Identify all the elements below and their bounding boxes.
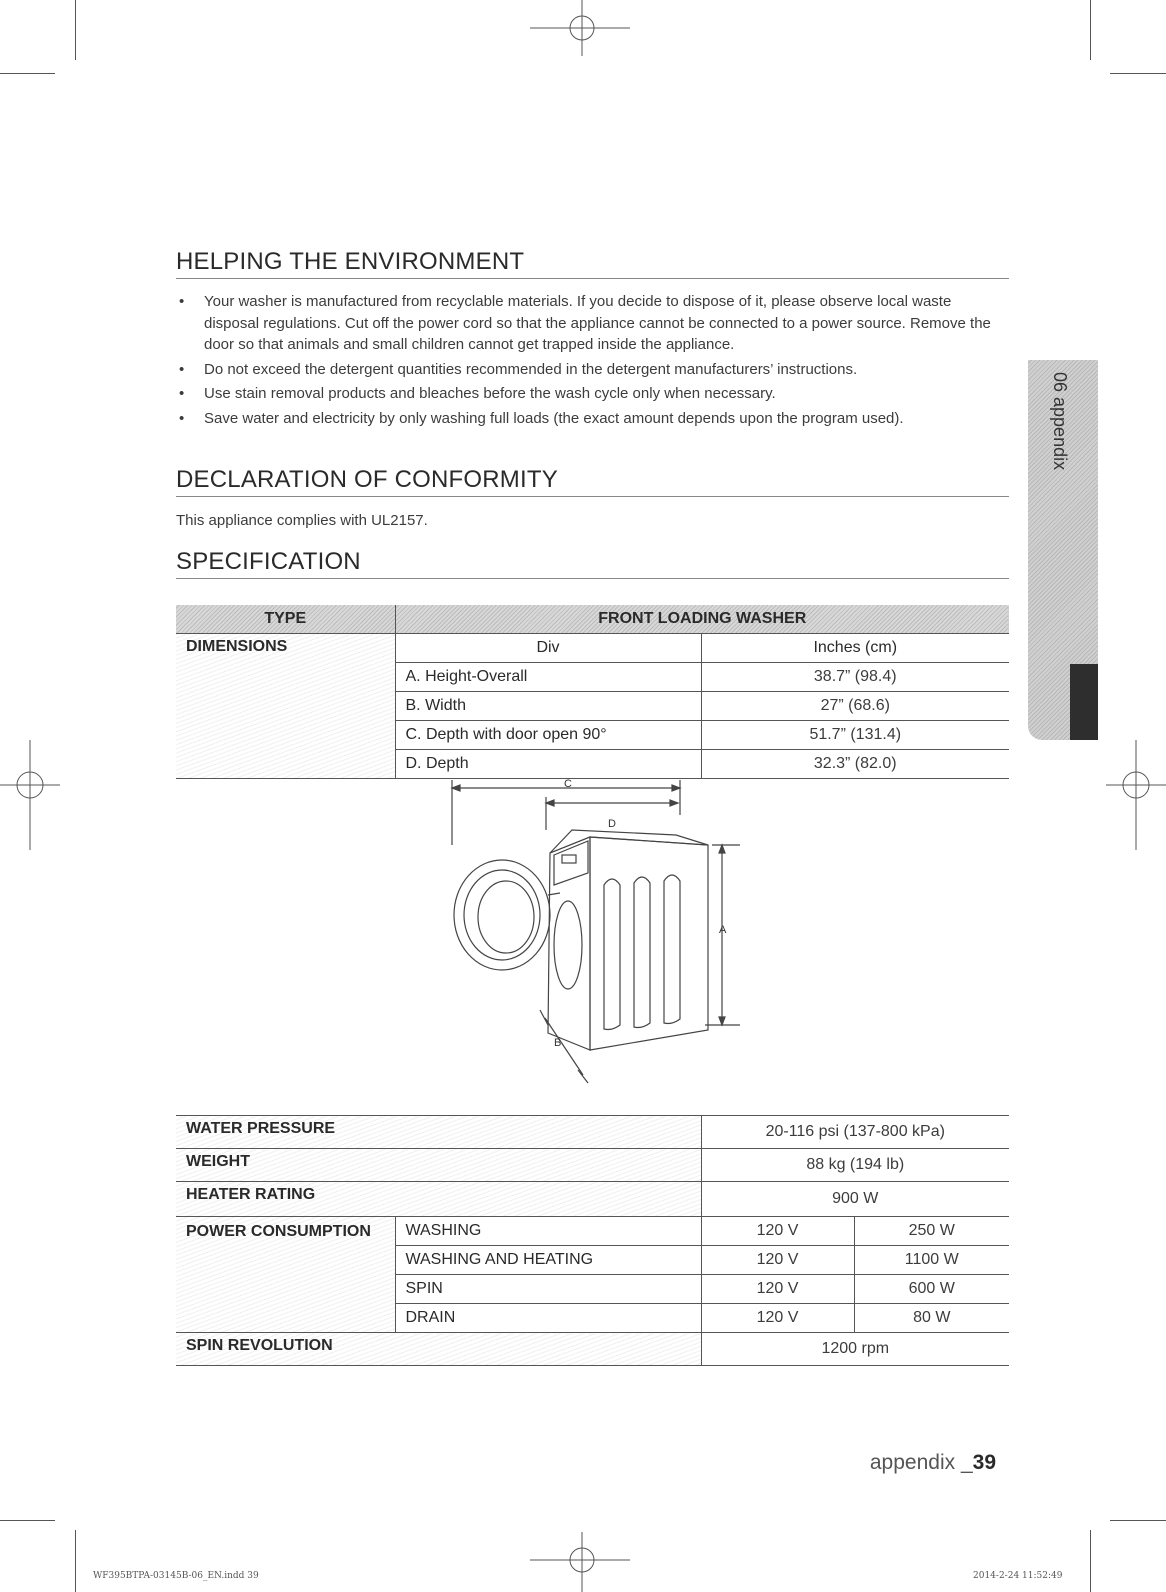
- weight-value: 88 kg (194 lb): [701, 1149, 1009, 1182]
- crop-mark: [75, 0, 76, 60]
- power-mode: SPIN: [395, 1275, 701, 1304]
- type-value: FRONT LOADING WASHER: [395, 605, 1009, 634]
- crop-mark: [0, 73, 55, 74]
- column-header-inches: Inches (cm): [701, 634, 1009, 663]
- spin-revolution-label: SPIN REVOLUTION: [176, 1333, 701, 1366]
- registration-mark-bottom: [520, 1532, 640, 1592]
- power-mode: DRAIN: [395, 1304, 701, 1333]
- environment-list: [176, 291, 996, 432]
- footer-section: appendix _: [869, 1451, 973, 1474]
- power-voltage: 120 V: [701, 1275, 854, 1304]
- list-item: • Save water and electricity by only washing full loads (the exact amount depends upon the program used).: [179, 409, 904, 427]
- power-mode: WASHING AND HEATING: [395, 1246, 701, 1275]
- dimension-name: A. Height-Overall: [395, 663, 701, 692]
- registration-mark-top: [520, 0, 640, 60]
- dimension-name: D. Depth: [395, 750, 701, 779]
- registration-mark-left: [0, 740, 60, 850]
- type-label: TYPE: [176, 605, 395, 634]
- crop-mark: [0, 1520, 55, 1521]
- section-title-specification: SPECIFICATION: [176, 548, 1009, 579]
- crop-mark: [75, 1530, 76, 1592]
- dimension-value: 38.7” (98.4): [701, 663, 1009, 692]
- table-row: [176, 605, 1009, 634]
- dimensions-table: [176, 605, 1009, 779]
- label-a: A: [719, 924, 727, 936]
- dimension-value: 27” (68.6): [701, 692, 1009, 721]
- section-title-conformity: DECLARATION OF CONFORMITY: [176, 466, 1009, 497]
- water-pressure-value: 20-116 psi (137-800 kPa): [701, 1116, 1009, 1149]
- column-header-div: Div: [395, 634, 701, 663]
- chapter-tab-label: 06 appendix: [1050, 372, 1070, 471]
- power-wattage: 600 W: [854, 1275, 1009, 1304]
- dimension-name: B. Width: [395, 692, 701, 721]
- list-item: • Do not exceed the detergent quantities recommended in the detergent manufacturers’ instructions.: [179, 360, 858, 378]
- power-voltage: 120 V: [701, 1246, 854, 1275]
- list-item: • Your washer is manufactured from recyclable materials. If you decide to dispose of it, please observe local waste disposal regulations. Cut off the power cord so that the appliance cannot be connected to a power source. Remove the door so that animals and small children cannot get trapped inside the appliance.: [179, 293, 991, 353]
- spin-revolution-value: 1200 rpm: [701, 1333, 1009, 1366]
- list-item: • Use stain removal products and bleaches before the wash cycle only when necessary.: [179, 385, 776, 402]
- crop-mark: [1090, 0, 1091, 60]
- page-number: 39: [972, 1451, 996, 1474]
- power-wattage: 250 W: [854, 1217, 1009, 1246]
- power-voltage: 120 V: [701, 1304, 854, 1333]
- power-wattage: 1100 W: [854, 1246, 1009, 1275]
- conformity-text: This appliance complies with UL2157.: [176, 512, 428, 529]
- table-row: [176, 1182, 1009, 1217]
- section-title-environment: HELPING THE ENVIRONMENT: [176, 248, 1009, 279]
- label-b: B: [554, 1037, 562, 1049]
- registration-mark-right: [1106, 740, 1166, 850]
- chapter-tab-marker: [1070, 664, 1098, 740]
- crop-mark: [1110, 1520, 1166, 1521]
- water-pressure-label: WATER PRESSURE: [176, 1116, 701, 1149]
- power-wattage: 80 W: [854, 1304, 1009, 1333]
- table-row: [176, 1116, 1009, 1149]
- table-row: [176, 1333, 1009, 1366]
- table-row: [176, 634, 1009, 663]
- dimension-value: 32.3” (82.0): [701, 750, 1009, 779]
- dimensions-label: DIMENSIONS: [176, 634, 395, 779]
- label-c: C: [564, 778, 572, 790]
- file-info: WF395BTPA-03145B-06_EN.indd 39: [93, 1571, 259, 1581]
- washer-dimensions-diagram: [440, 775, 760, 1105]
- dimension-value: 51.7” (131.4): [701, 721, 1009, 750]
- crop-mark: [1090, 1530, 1091, 1592]
- chapter-tab: [1028, 360, 1098, 740]
- page-footer: [870, 1451, 996, 1475]
- specifications-table: [176, 1115, 1009, 1366]
- print-timestamp: 2014-2-24 11:52:49: [973, 1571, 1063, 1581]
- heater-rating-label: HEATER RATING: [176, 1182, 701, 1217]
- power-consumption-label: POWER CONSUMPTION: [176, 1217, 395, 1333]
- power-mode: WASHING: [395, 1217, 701, 1246]
- crop-mark: [1110, 73, 1166, 74]
- heater-rating-value: 900 W: [701, 1182, 1009, 1217]
- dimension-name: C. Depth with door open 90°: [395, 721, 701, 750]
- table-row: [176, 1149, 1009, 1182]
- label-d: D: [608, 818, 616, 830]
- power-voltage: 120 V: [701, 1217, 854, 1246]
- weight-label: WEIGHT: [176, 1149, 701, 1182]
- table-row: [176, 1217, 1009, 1246]
